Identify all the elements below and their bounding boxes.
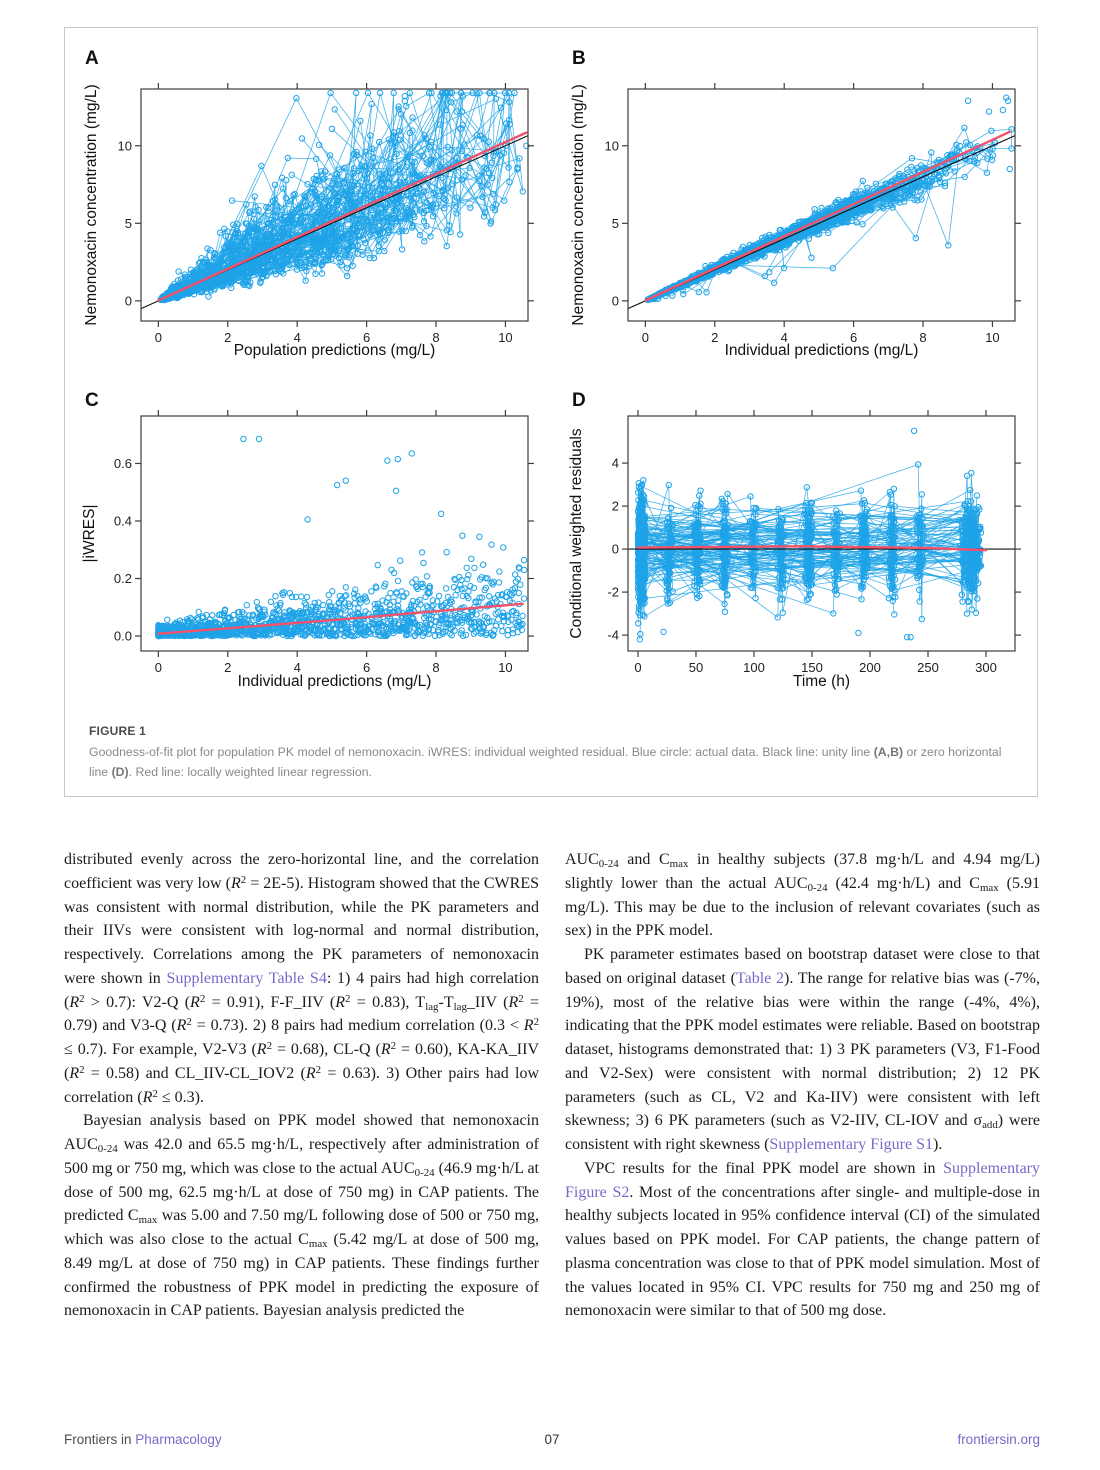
- svg-text:0.0: 0.0: [113, 628, 132, 644]
- svg-text:0: 0: [641, 330, 649, 345]
- paragraph: $AUC_{0-24}$ and $C_{max}$ in healthy subjects (37.8 mg·h/L and 4.94 mg/L) slightly lower than the actual $AUC_{0-24}$ (42.4 mg·h/L) and $C_{max}$ (5.91 mg/L). This may be due to the inclusion of relevant covariates (such as sex) in the PPK model.: [565, 851, 1041, 940]
- svg-text:0: 0: [124, 293, 132, 309]
- svg-text:0: 0: [611, 293, 619, 309]
- svg-text:Individual predictions (mg/L): Individual predictions (mg/L): [237, 673, 432, 690]
- paragraph: PK parameter estimates based on bootstrap dataset were close to that based on original dataset (Table 2). The range for relative bias was (-7%, 19%), most of the relative bias were within the range (-4%, 4%), indicating that the PPK model estimates were reliable. Based on bootstrap dataset, histograms demonstrated that: 1) 3 PK parameters (V3, F1-Food and V2-Sex) were consistent with normal distribution; 2) 12 PK parameters (such as CL, V2 and Ka-IIV) were consistent with left skewness; 3) 6 PK parameters (such as V2-IIV, CL-IOV and $\sigma_{add}$) were consistent with right skewness (Supplementary Figure S1).: [565, 946, 1040, 1153]
- svg-text:4: 4: [293, 330, 301, 345]
- figure-caption-label: FIGURE 1: [89, 724, 146, 738]
- footer-journal: [64, 1432, 389, 1447]
- svg-text:0.6: 0.6: [113, 455, 132, 471]
- right-column: [565, 848, 1040, 1323]
- paragraph: Bayesian analysis based on PPK model showed that nemonoxacin $AUC_{0-24}$ was 42.0 and 65.5 mg·h/L, respectively after administration of 500 mg or 750 mg, which was close to the actual $AUC_{0-24}$ (46.9 mg·h/L at dose of 500 mg, 62.5 mg·h/L at dose of 750 mg) in CAP patients. The predicted $C_{max}$ was 5.00 and 7.50 mg/L following dose of 500 or 750 mg, which was also close to the actual $C_{max}$ (5.42 mg/L at dose of 500 mg, 8.49 mg/L at dose of 750 mg) in CAP patients. These findings further confirmed the robustness of PPK model in predicting the exposure of nemonoxacin in CAP patients. Bayesian analysis predicted the: [64, 1112, 540, 1320]
- panel-C-chart: [65, 386, 552, 716]
- panel-B-chart: [552, 28, 1039, 386]
- svg-text:C: C: [85, 390, 99, 411]
- svg-text:4: 4: [293, 660, 301, 675]
- left-column: [64, 848, 539, 1323]
- svg-text:8: 8: [432, 660, 440, 675]
- svg-text:10: 10: [498, 660, 513, 675]
- svg-text:2: 2: [224, 330, 232, 345]
- journal-name-prefix: Frontiers in: [64, 1432, 132, 1447]
- article-body: [64, 848, 1040, 1323]
- page-number: 07: [544, 1432, 560, 1447]
- figure-caption-text: Goodness-of-fit plot for population PK model of nemonoxacin. iWRES: individual weighted residual. Blue circle: actual data. Black line: unity line (A,B) or zero horizontal line (D). Red line: locally weighted linear regression.: [89, 745, 1002, 779]
- svg-text:10: 10: [498, 330, 513, 345]
- svg-text:6: 6: [849, 330, 858, 345]
- svg-text:|iWRES|: |iWRES|: [81, 504, 98, 563]
- panel-A-chart: [65, 28, 552, 386]
- svg-text:A: A: [85, 48, 99, 69]
- inline-link[interactable]: Supplementary Figure S2: [565, 1159, 1040, 1201]
- svg-text:0: 0: [154, 660, 162, 675]
- svg-text:0.4: 0.4: [113, 513, 132, 529]
- figure-panel-grid: [65, 28, 1037, 716]
- svg-text:5: 5: [611, 215, 619, 231]
- svg-text:6: 6: [362, 660, 371, 675]
- svg-text:Nemonoxacin concentration (mg/: Nemonoxacin concentration (mg/L): [83, 84, 100, 326]
- svg-text:2: 2: [224, 660, 232, 675]
- svg-text:8: 8: [432, 330, 440, 345]
- inline-link[interactable]: Table 2: [735, 969, 785, 987]
- svg-text:Nemonoxacin concentration (mg/: Nemonoxacin concentration (mg/L): [570, 84, 587, 326]
- panel-D-chart: [552, 386, 1039, 716]
- svg-text:10: 10: [604, 138, 619, 154]
- figure-1-box: [64, 27, 1038, 797]
- svg-text:0.2: 0.2: [113, 571, 132, 587]
- inline-link[interactable]: Supplementary Table S4: [166, 969, 327, 987]
- svg-text:Individual predictions (mg/L): Individual predictions (mg/L): [724, 342, 919, 359]
- inline-link[interactable]: Supplementary Figure S1: [769, 1136, 933, 1153]
- svg-text:Population predictions (mg/L): Population predictions (mg/L): [233, 342, 436, 359]
- site-link[interactable]: frontiersin.org: [957, 1432, 1040, 1447]
- svg-text:8: 8: [919, 330, 927, 345]
- page-footer: [64, 1432, 1040, 1447]
- figure-caption: [65, 716, 1037, 796]
- svg-text:5: 5: [124, 215, 132, 231]
- svg-text:10: 10: [985, 330, 1000, 345]
- svg-text:10: 10: [117, 138, 132, 154]
- svg-text:4: 4: [780, 330, 788, 345]
- paragraph: distributed evenly across the zero-horizontal line, and the correlation coefficient was very low $(R^2 = 2E-5)$. Histogram showed that the CWRES was consistent with normal distribution, while the PK parameters and their IIVs were consistent with log-normal and normal distribution, respectively. Correlations among the PK parameters of nemonoxacin were shown in Supplementary Table S4: 1) 4 pairs had high correlation $(R^2 > 0.7)$: V2-Q $(R^2 = 0.91)$, F-F_IIV $(R^2 = 0.83)$, $T_{lag}-T_{lag}\_IIV$ $(R^2 = 0.79)$ and V3-Q $(R^2 = 0.73)$. 2) 8 pairs had medium correlation $(0.3 < R^2 \le 0.7)$. For example, V2-V3 $(R^2 = 0.68)$, CL-Q $(R^2 = 0.60)$, KA-KA_IIV $(R^2 = 0.58)$ and CL_IIV-CL_IOV2 $(R^2 = 0.63)$. 3) Other pairs had low correlation $(R^2 \le 0.3)$.: [64, 851, 540, 1106]
- paragraph: VPC results for the final PPK model are shown in Supplementary Figure S2. Most of the concentrations after single- and multiple-dose in healthy subjects located in 95% confidence interval (CI) of the simulated values based on PPK model. For CAP patients, the change pattern of plasma concentration was close to that of PPK model simulation. Most of the values located in 95% CI. VPC results for 750 mg and 250 mg of nemonoxacin were similar to that of 500 mg dose.: [565, 1159, 1040, 1320]
- svg-text:6: 6: [362, 330, 371, 345]
- svg-text:B: B: [572, 48, 586, 69]
- svg-text:0: 0: [154, 330, 162, 345]
- journal-link[interactable]: Pharmacology: [135, 1432, 222, 1447]
- svg-text:2: 2: [711, 330, 719, 345]
